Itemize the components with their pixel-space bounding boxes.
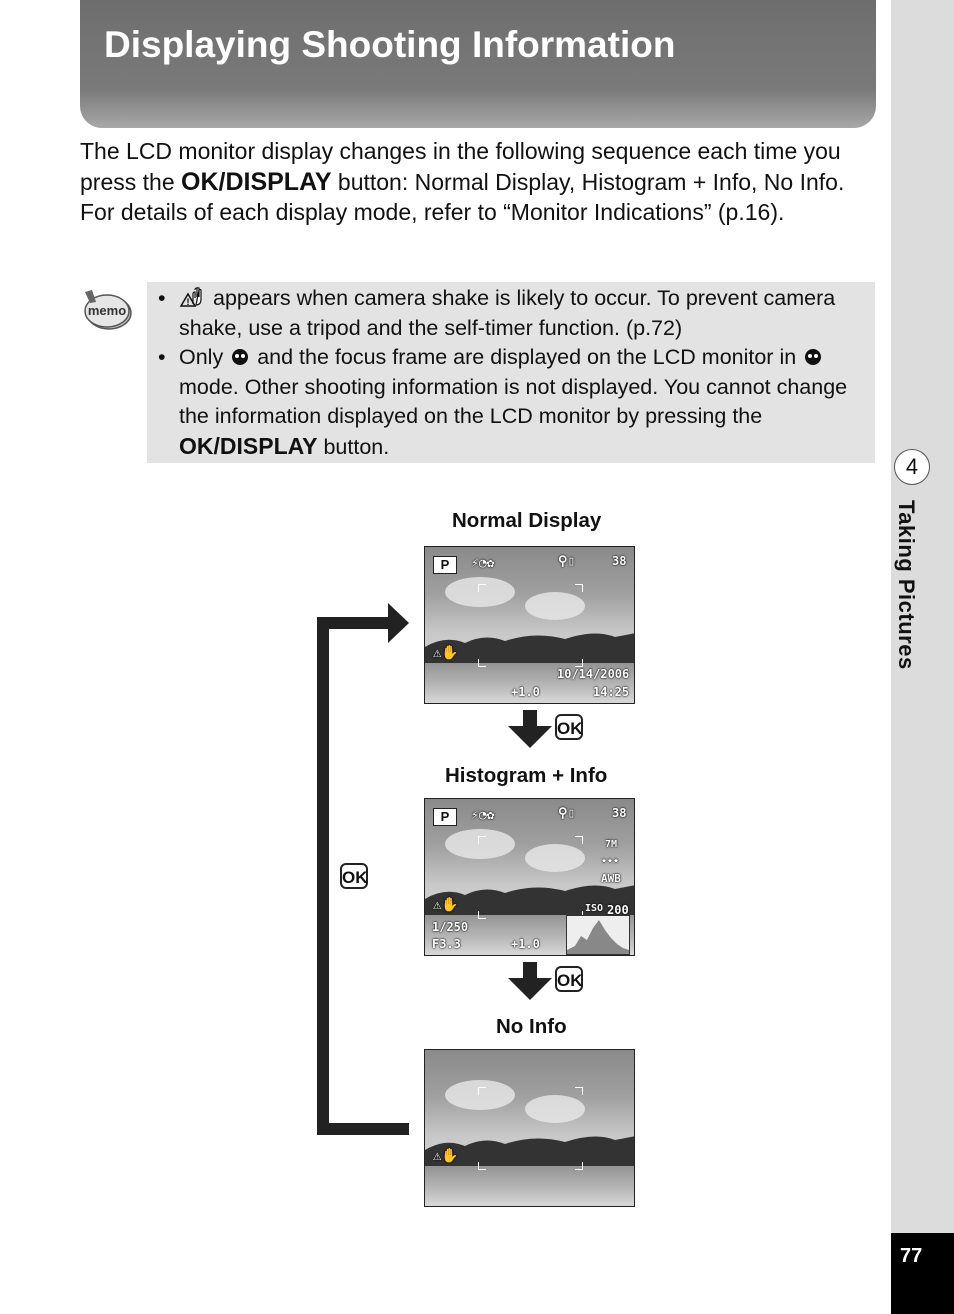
zoom-card-icons: ⚲▯ <box>558 554 576 569</box>
iso-value: 200 <box>607 903 629 917</box>
date: 10/14/2006 <box>557 667 630 681</box>
auto-picture-mode-icon-2 <box>802 347 824 367</box>
intro-paragraph-1 <box>80 136 880 197</box>
flash-timer-macro-icons: ⚡◔✿ <box>471 556 495 571</box>
remaining-shots: 38 <box>612 806 627 820</box>
focus-frame-corner <box>478 1087 486 1095</box>
ok-display-button-label-2: OK/DISPLAY <box>179 432 318 459</box>
svg-text:!: ! <box>186 297 190 307</box>
cloud <box>445 577 515 607</box>
aperture: F3.3 <box>432 937 461 951</box>
intro-paragraph-2: For details of each display mode, refer to “Monitor Indications” (p.16). <box>80 199 785 225</box>
svg-text:memo: memo <box>87 303 127 318</box>
memo-item-2-mid: and the focus frame are displayed on the LCD monitor in <box>257 345 797 369</box>
auto-picture-mode-icon <box>229 347 251 367</box>
mode-indicator: P <box>433 556 457 574</box>
shutter-speed: 1/250 <box>432 920 469 934</box>
focus-frame-corner <box>478 836 486 844</box>
cloud <box>445 829 515 859</box>
focus-frame-corner <box>478 584 486 592</box>
memo-item-2-post: mode. Other shooting information is not displayed. You cannot change the information displayed on the LCD monitor by pressing the <box>179 374 848 428</box>
recorded-pixels: 7M <box>605 839 618 850</box>
histogram-graph <box>566 915 630 955</box>
intro-line1-end: button: Normal Display, Histogram + Info, No Info. <box>337 168 845 195</box>
lcd-histogram-info <box>424 798 635 956</box>
chapter-title: Taking Pictures <box>894 500 919 670</box>
memo-icon <box>82 288 132 332</box>
mode-indicator: P <box>433 808 457 826</box>
lcd-no-info <box>424 1049 635 1207</box>
intro-line1: The LCD monitor display changes in the following sequence each time you press the <box>80 138 841 195</box>
memo-item-2: • Only and the focus frame are displayed on the LCD monitor in mode. Other shooting information is not displayed. You cannot change the information displayed on the LCD monitor by pressing the OK/DISPLAY button. <box>158 345 848 459</box>
focus-frame-corner <box>575 836 583 844</box>
white-balance: AWB <box>601 872 621 885</box>
intro-text <box>80 136 880 228</box>
camera-shake-icon <box>179 286 207 308</box>
label-histogram-info: Histogram + Info <box>445 764 608 787</box>
page-title: Displaying Shooting Information <box>104 24 676 65</box>
down-arrow-1 <box>508 710 552 748</box>
focus-frame-corner <box>575 659 583 667</box>
memo-item-1-text: appears when camera shake is likely to occur. To prevent camera shake, use a tripod and the self-timer function. (p.72) <box>179 286 836 340</box>
ok-badge-2: OK <box>555 966 583 992</box>
memo-item-1: • ! appears when camera shake is likely to occur. To prevent camera shake, use a tripod and the self-timer function. (p.72) <box>158 286 836 340</box>
memo-list <box>158 284 870 462</box>
focus-frame-corner <box>478 659 486 667</box>
label-no-info: No Info <box>496 1015 567 1038</box>
page-number: 77 <box>900 1245 923 1267</box>
cloud <box>525 1095 585 1123</box>
flash-timer-macro-icons: ⚡◔✿ <box>471 808 495 823</box>
label-normal-display: Normal Display <box>452 509 602 532</box>
cloud <box>445 1080 515 1110</box>
down-arrow-2 <box>508 962 552 1000</box>
focus-frame-corner <box>575 584 583 592</box>
camera-shake-warning-icon: ⚠✋ <box>433 897 459 913</box>
memo-item-2-pre: Only <box>179 345 224 369</box>
ev-compensation: +1.0 <box>511 685 540 699</box>
title-banner <box>80 0 876 128</box>
camera-shake-warning-icon: ⚠✋ <box>433 645 459 661</box>
ok-display-button-label: OK/DISPLAY <box>181 167 332 196</box>
time: 14:25 <box>593 685 630 699</box>
memo-item-2-end: button. <box>323 434 390 459</box>
ok-badge-1: OK <box>555 714 583 740</box>
quality-level: ★★★ <box>601 855 620 866</box>
remaining-shots: 38 <box>612 554 627 568</box>
focus-frame-corner <box>478 911 486 919</box>
ev-compensation: +1.0 <box>511 937 540 951</box>
cloud <box>525 844 585 872</box>
iso-label: ISO <box>585 903 604 914</box>
camera-shake-warning-icon: ⚠✋ <box>433 1148 459 1164</box>
focus-frame-corner <box>575 1162 583 1170</box>
cloud <box>525 592 585 620</box>
zoom-card-icons: ⚲▯ <box>558 806 576 821</box>
lcd-normal-display <box>424 546 635 704</box>
chapter-number: 4 <box>894 449 930 485</box>
focus-frame-corner <box>478 1162 486 1170</box>
focus-frame-corner <box>575 1087 583 1095</box>
ok-badge-loop: OK <box>340 863 368 889</box>
